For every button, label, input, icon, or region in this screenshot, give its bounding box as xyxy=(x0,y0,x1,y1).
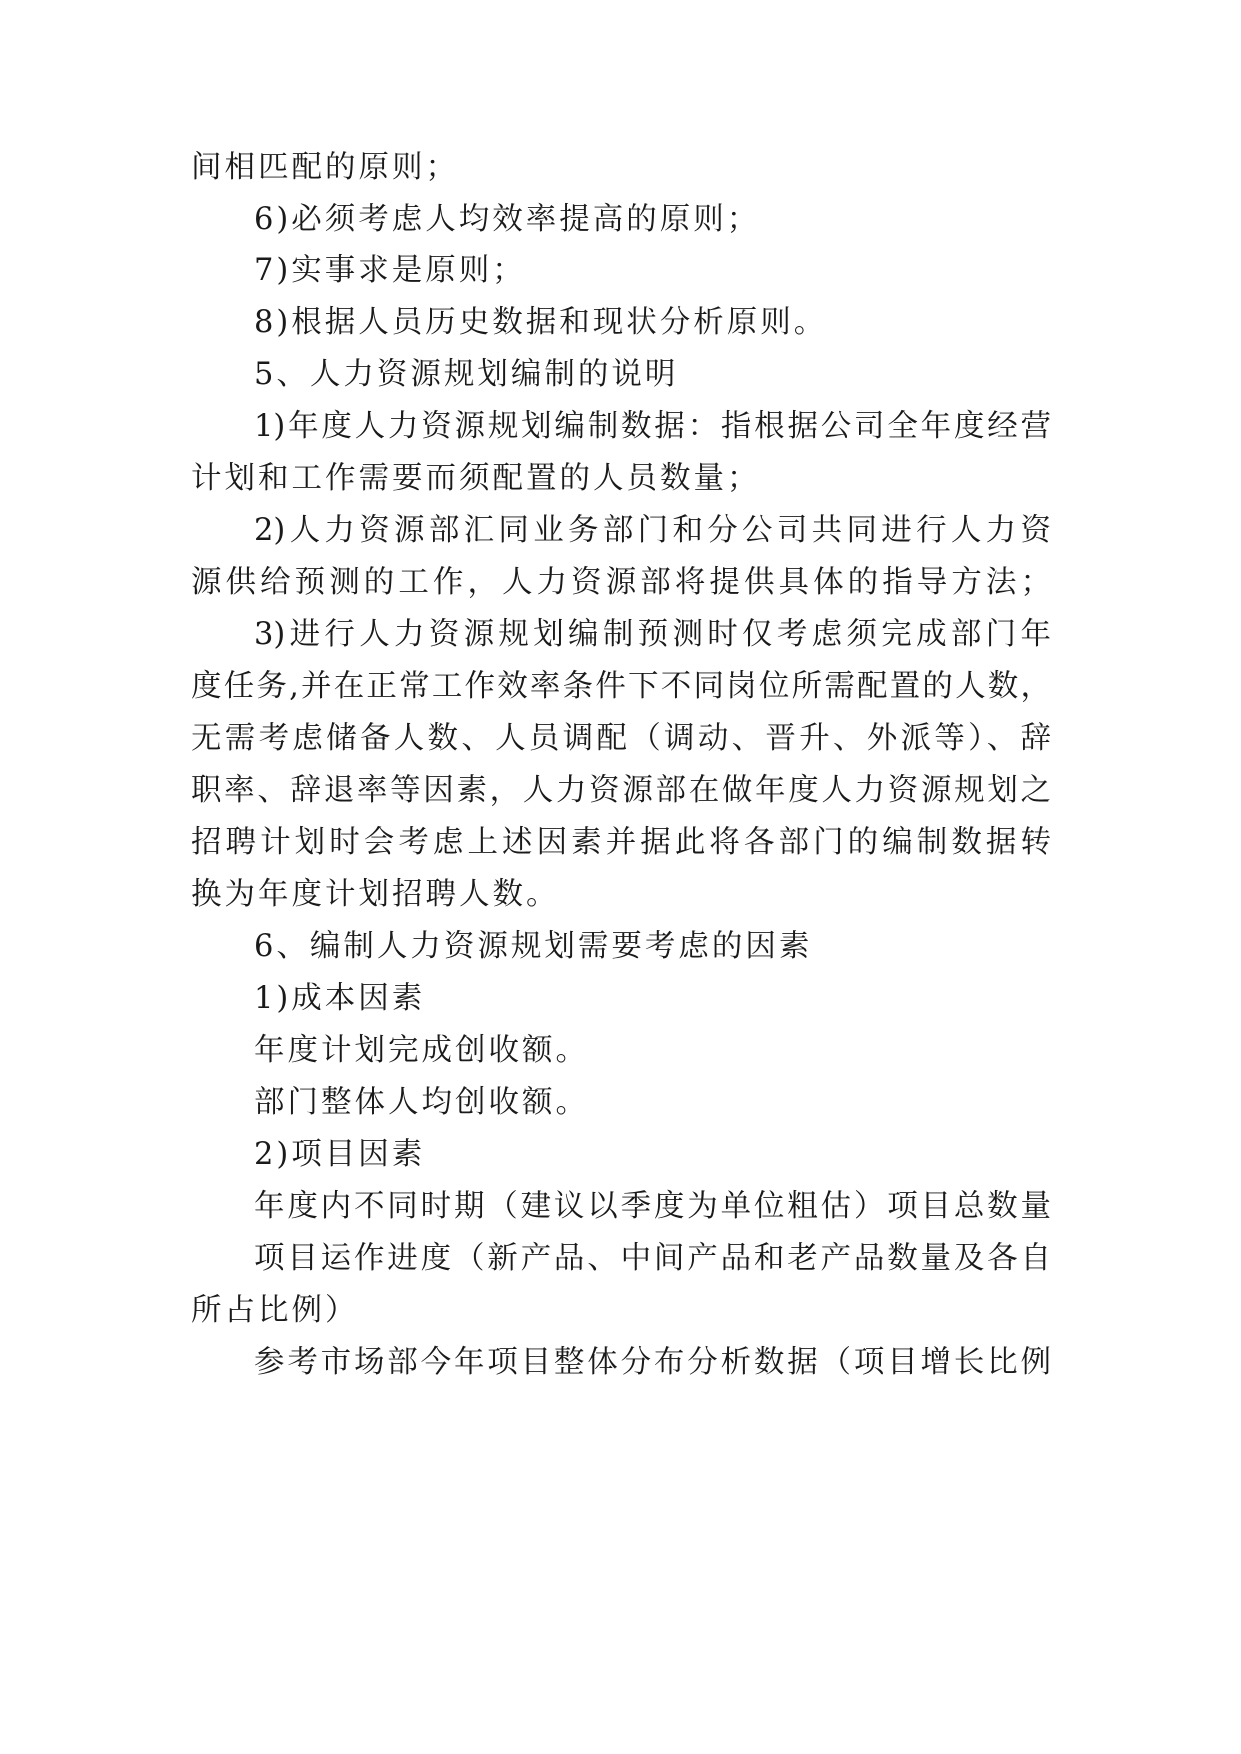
text-line: 无需考虑储备人数、人员调配（调动、晋升、外派等）、辞 xyxy=(191,721,1051,756)
text-line: 1)成本因素 xyxy=(254,981,426,1016)
text-line: 8)根据人员历史数据和现状分析原则。 xyxy=(254,305,828,340)
text-line: 招聘计划时会考虑上述因素并据此将各部门的编制数据转 xyxy=(191,825,1051,860)
text-line: 间相匹配的原则； xyxy=(191,150,459,185)
section-heading: 5、人力资源规划编制的说明 xyxy=(254,357,679,392)
text-line: 项目运作进度（新产品、中间产品和老产品数量及各自 xyxy=(254,1241,1051,1276)
text-line: 1)年度人力资源规划编制数据：指根据公司全年度经营 xyxy=(254,409,1051,444)
text-line: 部门整体人均创收额。 xyxy=(254,1085,589,1120)
text-line: 计划和工作需要而须配置的人员数量； xyxy=(191,461,761,496)
text-line: 年度内不同时期（建议以季度为单位粗估）项目总数量 xyxy=(254,1189,1051,1224)
text-line: 所占比例） xyxy=(191,1293,359,1328)
text-line: 年度计划完成创收额。 xyxy=(254,1033,589,1068)
text-line: 2)人力资源部汇同业务部门和分公司共同进行人力资 xyxy=(254,513,1051,548)
section-heading: 6、编制人力资源规划需要考虑的因素 xyxy=(254,929,813,964)
text-line: 2)项目因素 xyxy=(254,1137,426,1172)
text-line: 度任务,并在正常工作效率条件下不同岗位所需配置的人数， xyxy=(191,669,1051,704)
text-line: 3)进行人力资源规划编制预测时仅考虑须完成部门年 xyxy=(254,617,1051,652)
text-line: 换为年度计划招聘人数。 xyxy=(191,877,560,912)
text-line: 职率、辞退率等因素，人力资源部在做年度人力资源规划之 xyxy=(191,773,1051,808)
text-line: 源供给预测的工作，人力资源部将提供具体的指导方法； xyxy=(191,565,1051,600)
text-line: 参考市场部今年项目整体分布分析数据（项目增长比例 xyxy=(254,1345,1051,1380)
text-line: 6)必须考虑人均效率提高的原则； xyxy=(254,202,761,237)
text-line: 7)实事求是原则； xyxy=(254,253,526,288)
